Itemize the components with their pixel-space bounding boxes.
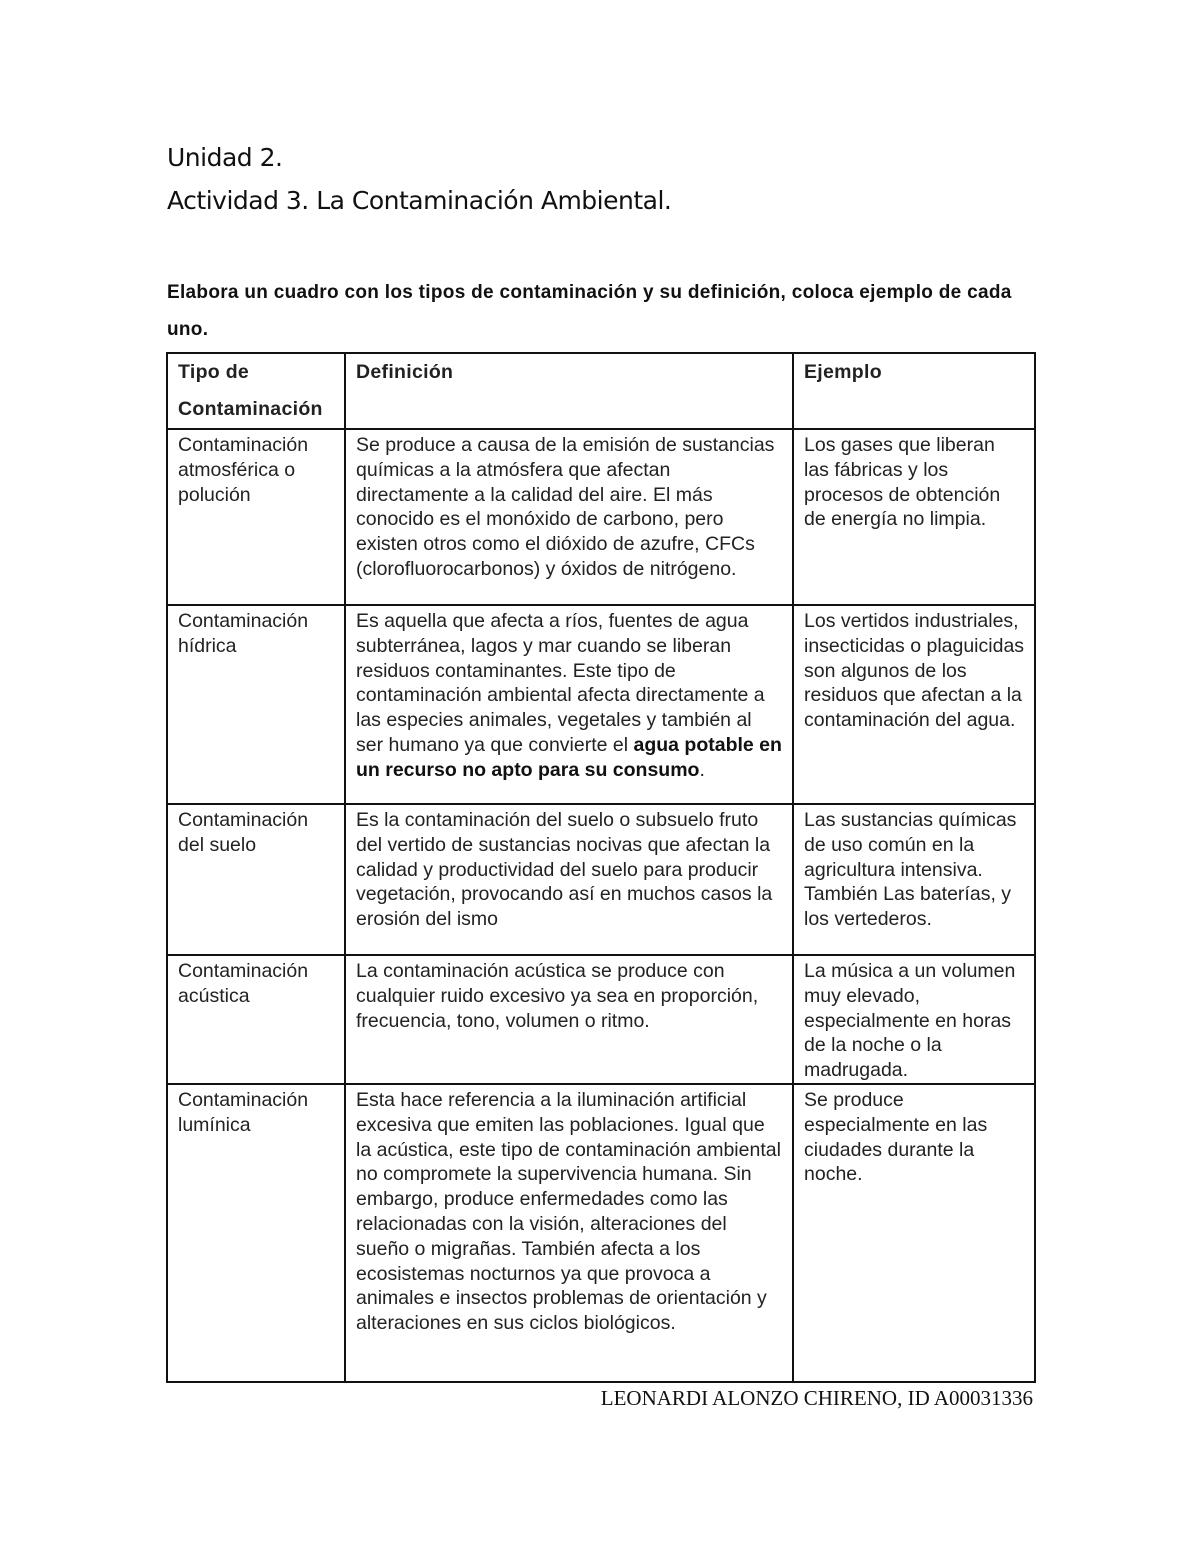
cell-example: La música a un volumen muy elevado, especialmente en horas de la noche o la madrugada. [793,955,1035,1084]
cell-type: Contaminación acústica [167,955,345,1084]
table-row [167,804,1035,955]
pollution-types-table [166,352,1036,1383]
table-row [167,429,1035,605]
instructions-text: Elabora un cuadro con los tipos de contaminación y su definición, coloca ejemplo de cada uno. [167,282,1012,340]
cell-example: Las sustancias químicas de uso común en la agricultura intensiva. También Las baterías, y los vertederos. [793,804,1035,955]
table-row [167,1084,1035,1382]
cell-example: Los gases que liberan las fábricas y los procesos de obtención de energía no limpia. [793,429,1035,605]
definition-text: Es aquella que afecta a ríos, fuentes de agua subterránea, lagos y mar cuando se liberan residuos contaminantes. Este tipo de contaminación ambiental afecta directamente a las especies animales, vegetales y también al ser humano ya que convierte el [356,610,765,756]
cell-definition: La contaminación acústica se produce con cualquier ruido excesivo ya sea en proporción, frecuencia, tono, volumen o ritmo. [345,955,793,1084]
unit-title: Unidad 2. [167,143,283,172]
activity-title: Actividad 3. La Contaminación Ambiental. [167,186,672,215]
cell-type: Contaminación del suelo [167,804,345,955]
definition-end-text: . [699,758,705,781]
author-signature: LEONARDI ALONZO CHIRENO, ID A00031336 [600,1386,1033,1410]
cell-definition: Esta hace referencia a la iluminación artificial excesiva que emiten las poblaciones. Igual que la acústica, este tipo de contaminación ambiental no compromete la supervivencia humana. Sin embargo, produce enfermedades como las relacionadas con la visión, alteraciones del sueño o migrañas. También afecta a los ecosistemas nocturnos ya que provoca a animales e insectos problemas de orientación y alteraciones en sus ciclos biológicos. [345,1084,793,1382]
table-header-row [167,353,1035,429]
cell-type: Contaminación hídrica [167,605,345,804]
table-row [167,955,1035,1084]
cell-example: Los vertidos industriales, insecticidas o plaguicidas son algunos de los residuos que afectan a la contaminación del agua. [793,605,1035,804]
cell-definition: Es la contaminación del suelo o subsuelo fruto del vertido de sustancias nocivas que afectan la calidad y productividad del suelo para producir vegetación, provocando así en muchos casos la erosión del ismo [345,804,793,955]
cell-definition [345,605,793,804]
cell-type: Contaminación lumínica [167,1084,345,1382]
header-definition: Definición [345,353,793,429]
cell-type: Contaminación atmosférica o polución [167,429,345,605]
cell-example: Se produce especialmente en las ciudades durante la noche. [793,1084,1035,1382]
header-type: Tipo de Contaminación [167,353,345,429]
cell-definition: Se produce a causa de la emisión de sustancias químicas a la atmósfera que afectan directamente a la calidad del aire. El más conocido es el monóxido de carbono, pero existen otros como el dióxido de azufre, CFCs (clorofluorocarbonos) y óxidos de nitrógeno. [345,429,793,605]
table-row [167,605,1035,804]
definition-bold-text: agua potable en un recurso no apto para su consumo [356,733,782,781]
header-example: Ejemplo [793,353,1035,429]
